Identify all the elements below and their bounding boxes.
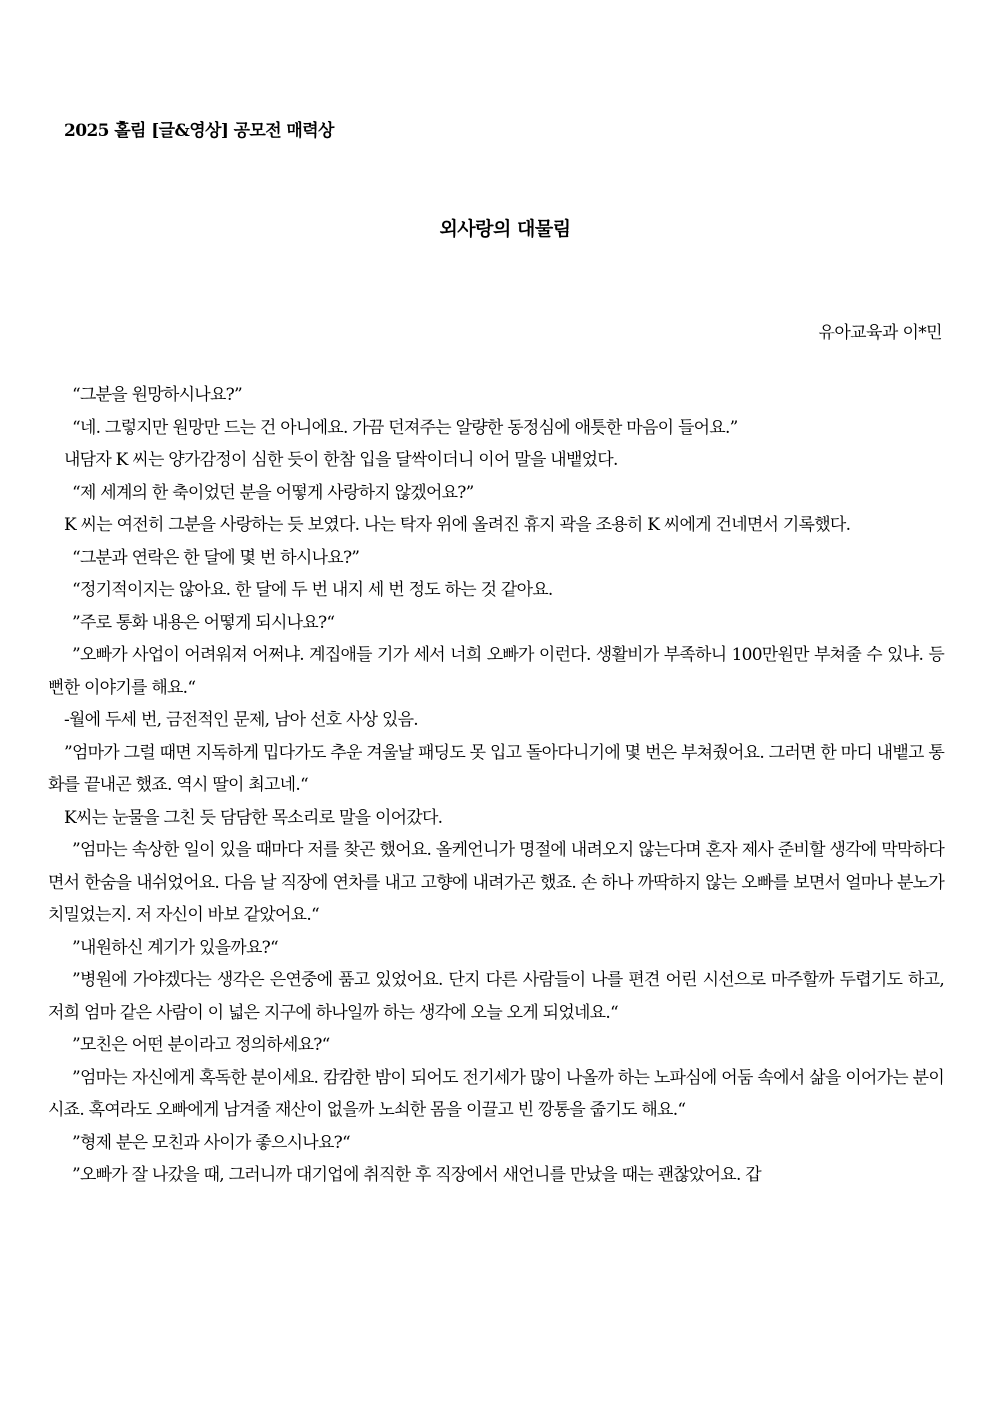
- contest-header: 2025 홀림 [글&영상] 공모전 매력상: [64, 121, 334, 141]
- paragraph: K 씨는 여전히 그분을 사랑하는 듯 보였다. 나는 탁자 위에 올려진 휴지 곽을 조용히 K 씨에게 건네면서 기록했다.: [64, 515, 851, 535]
- paragraph: ”주로 통화 내용은 어떻게 되시나요?“: [72, 612, 335, 633]
- paragraph: -월에 두세 번, 금전적인 문제, 남아 선호 사상 있음.: [64, 710, 418, 730]
- document-title: 외사랑의 대물림: [439, 218, 571, 240]
- body-text: [48, 379, 944, 1192]
- paragraph: ”엄마가 그럴 때면 지독하게 밉다가도 추운 겨울날 패딩도 못 입고 돌아다니기에 몇 번은 부쳐줬어요. 그러면 한 마디 내뱉고 통화를 끝내곤 했죠. 역시 딸이 최고네.“: [48, 742, 944, 795]
- paragraph: “그분과 연락은 한 달에 몇 번 하시나요?”: [72, 547, 360, 568]
- author-line: 유아교육과 이*민: [818, 323, 942, 343]
- paragraph: K씨는 눈물을 그친 듯 담담한 목소리로 말을 이어갔다.: [64, 807, 443, 828]
- paragraph: ”형제 분은 모친과 사이가 좋으시나요?“: [72, 1132, 350, 1153]
- paragraph: ”오빠가 잘 나갔을 때, 그러니까 대기업에 취직한 후 직장에서 새언니를 만났을 때는 괜찮았어요. 갑: [72, 1165, 761, 1185]
- paragraph: ”병원에 가야겠다는 생각은 은연중에 품고 있었어요. 단지 다른 사람들이 나를 편견 어린 시선으로 마주할까 두렵기도 하고, 저희 엄마 같은 사람이 이 넓은 지구에 하나일까 하는 생각에 오늘 오게 되었네요.“: [48, 970, 944, 1023]
- paragraph: ”오빠가 사업이 어려워져 어쩌냐. 계집애들 기가 세서 너희 오빠가 이런다. 생활비가 부족하니 100만원만 부쳐줄 수 있냐. 등 뻔한 이야기를 해요.“: [48, 645, 944, 698]
- paragraph: “그분을 원망하시나요?”: [72, 385, 242, 405]
- paragraph: ”엄마는 속상한 일이 있을 때마다 저를 찾곤 했어요. 올케언니가 명절에 내려오지 않는다며 혼자 제사 준비할 생각에 막막하다면서 한숨을 내쉬었어요. 다음 날 직장에 연차를 내고 고향에 내려가곤 했죠. 손 하나 까딱하지 않는 오빠를 보면서 얼마나 분노가 치밀었는지. 저 자신이 바보 같았어요.“: [48, 840, 944, 925]
- paragraph: ”모친은 어떤 분이라고 정의하세요?“: [72, 1035, 330, 1055]
- paragraph: 내담자 K 씨는 양가감정이 심한 듯이 한참 입을 달싹이더니 이어 말을 내뱉었다.: [64, 450, 618, 470]
- paragraph: ”내원하신 계기가 있을까요?“: [72, 937, 278, 958]
- paragraph: “제 세계의 한 축이었던 분을 어떻게 사랑하지 않겠어요?”: [72, 482, 474, 503]
- paragraph: “정기적이지는 않아요. 한 달에 두 번 내지 세 번 정도 하는 것 같아요.: [72, 580, 553, 600]
- paragraph: “네. 그렇지만 원망만 드는 건 아니에요. 가끔 던져주는 알량한 동정심에 애틋한 마음이 들어요.”: [72, 417, 738, 438]
- paragraph: ”엄마는 자신에게 혹독한 분이세요. 캄캄한 밤이 되어도 전기세가 많이 나올까 하는 노파심에 어둠 속에서 삶을 이어가는 분이시죠. 혹여라도 오빠에게 남겨줄 재산이 없을까 노쇠한 몸을 이끌고 빈 깡통을 줍기도 해요.“: [48, 1067, 944, 1120]
